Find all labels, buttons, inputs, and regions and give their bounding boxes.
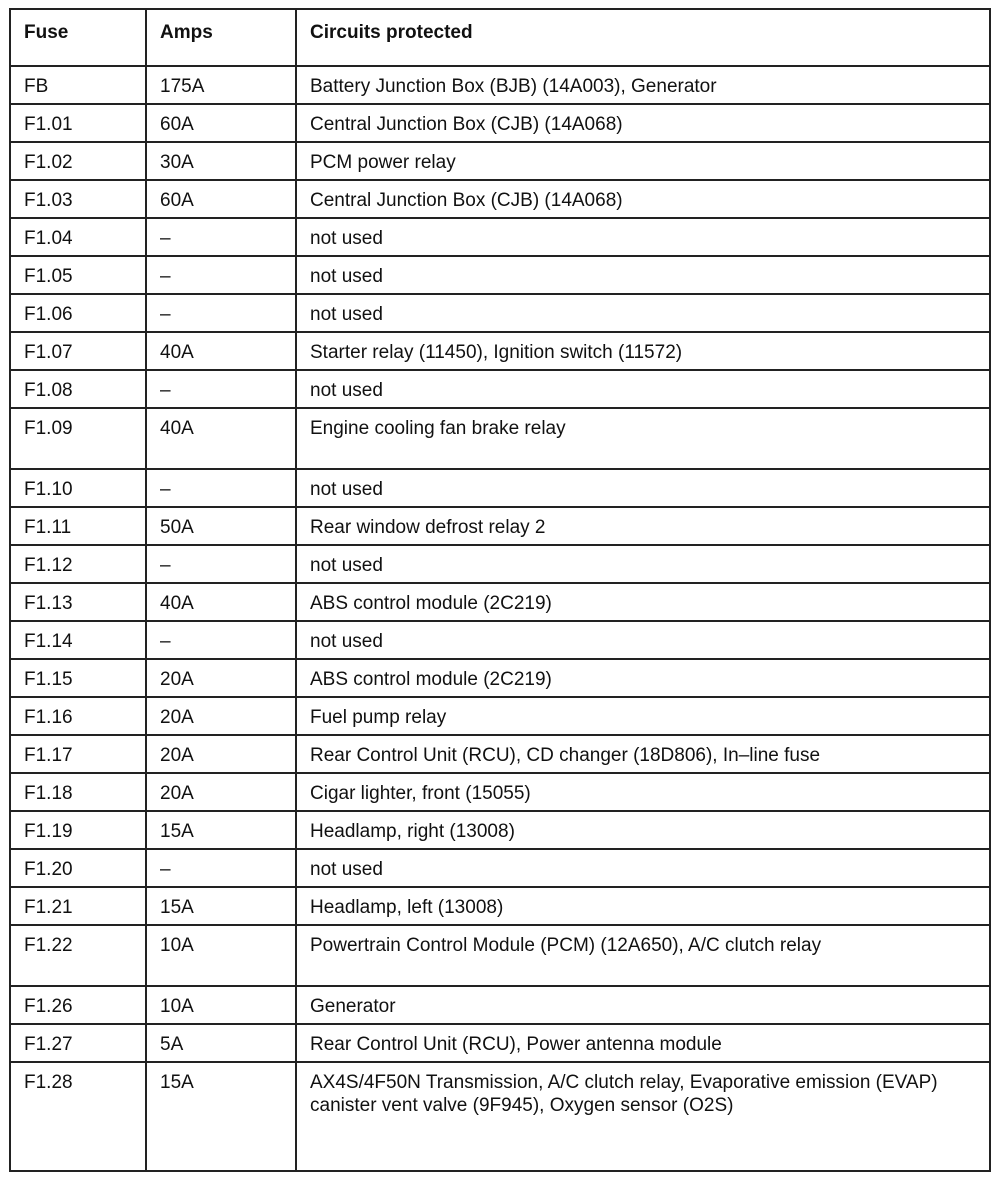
fuse-cell: F1.16 — [10, 697, 146, 735]
circuits-cell: AX4S/4F50N Transmission, A/C clutch relay, Evaporative emission (EVAP) canister vent valve (9F945), Oxygen sensor (O2S) — [296, 1062, 990, 1171]
circuits-cell: Cigar lighter, front (15055) — [296, 773, 990, 811]
circuits-cell: Fuel pump relay — [296, 697, 990, 735]
circuits-cell: Rear Control Unit (RCU), CD changer (18D806), In–line fuse — [296, 735, 990, 773]
fuse-cell: F1.06 — [10, 294, 146, 332]
amps-cell: – — [146, 370, 296, 408]
circuits-cell: not used — [296, 256, 990, 294]
amps-cell: 20A — [146, 659, 296, 697]
fuse-cell: F1.21 — [10, 887, 146, 925]
amps-cell: 20A — [146, 697, 296, 735]
circuits-cell: Central Junction Box (CJB) (14A068) — [296, 104, 990, 142]
amps-cell: 10A — [146, 986, 296, 1024]
circuits-cell: Starter relay (11450), Ignition switch (11572) — [296, 332, 990, 370]
amps-cell: 50A — [146, 507, 296, 545]
header-amps: Amps — [146, 9, 296, 66]
fuse-cell: F1.09 — [10, 408, 146, 469]
table-row — [10, 583, 990, 621]
table-row — [10, 370, 990, 408]
table-row — [10, 735, 990, 773]
fuse-cell: F1.14 — [10, 621, 146, 659]
fuse-cell: F1.08 — [10, 370, 146, 408]
table-row — [10, 659, 990, 697]
fuse-cell: F1.02 — [10, 142, 146, 180]
circuits-cell: not used — [296, 469, 990, 507]
circuits-cell: Headlamp, right (13008) — [296, 811, 990, 849]
amps-cell: 60A — [146, 104, 296, 142]
amps-cell: 20A — [146, 773, 296, 811]
fuse-cell: F1.28 — [10, 1062, 146, 1171]
fuse-cell: F1.01 — [10, 104, 146, 142]
fuse-cell: F1.05 — [10, 256, 146, 294]
circuits-cell: not used — [296, 621, 990, 659]
header-fuse: Fuse — [10, 9, 146, 66]
circuits-cell: Central Junction Box (CJB) (14A068) — [296, 180, 990, 218]
fuse-cell: FB — [10, 66, 146, 104]
fuse-cell: F1.15 — [10, 659, 146, 697]
fuse-cell: F1.03 — [10, 180, 146, 218]
table-row — [10, 180, 990, 218]
table-row — [10, 469, 990, 507]
circuits-cell: PCM power relay — [296, 142, 990, 180]
amps-cell: – — [146, 469, 296, 507]
amps-cell: 10A — [146, 925, 296, 986]
table-row — [10, 332, 990, 370]
circuits-cell: not used — [296, 849, 990, 887]
circuits-cell: Rear Control Unit (RCU), Power antenna module — [296, 1024, 990, 1062]
table-row — [10, 218, 990, 256]
amps-cell: 60A — [146, 180, 296, 218]
fuse-table — [9, 8, 991, 1172]
amps-cell: 40A — [146, 583, 296, 621]
fuse-cell: F1.18 — [10, 773, 146, 811]
circuits-cell: not used — [296, 370, 990, 408]
table-row — [10, 408, 990, 469]
header-row — [10, 9, 990, 66]
fuse-cell: F1.17 — [10, 735, 146, 773]
table-row — [10, 545, 990, 583]
table-row — [10, 507, 990, 545]
table-row — [10, 773, 990, 811]
table-row — [10, 256, 990, 294]
amps-cell: – — [146, 218, 296, 256]
amps-cell: – — [146, 256, 296, 294]
fuse-cell: F1.26 — [10, 986, 146, 1024]
amps-cell: – — [146, 545, 296, 583]
header-circuits: Circuits protected — [296, 9, 990, 66]
table-row — [10, 849, 990, 887]
amps-cell: 15A — [146, 811, 296, 849]
circuits-cell: Powertrain Control Module (PCM) (12A650), A/C clutch relay — [296, 925, 990, 986]
amps-cell: – — [146, 294, 296, 332]
amps-cell: 5A — [146, 1024, 296, 1062]
table-row — [10, 1062, 990, 1171]
table-row — [10, 621, 990, 659]
fuse-cell: F1.07 — [10, 332, 146, 370]
fuse-cell: F1.13 — [10, 583, 146, 621]
fuse-cell: F1.12 — [10, 545, 146, 583]
table-row — [10, 66, 990, 104]
amps-cell: 175A — [146, 66, 296, 104]
circuits-cell: Engine cooling fan brake relay — [296, 408, 990, 469]
amps-cell: 15A — [146, 887, 296, 925]
circuits-cell: Generator — [296, 986, 990, 1024]
table-row — [10, 811, 990, 849]
fuse-cell: F1.04 — [10, 218, 146, 256]
amps-cell: 40A — [146, 332, 296, 370]
amps-cell: 40A — [146, 408, 296, 469]
table-row — [10, 986, 990, 1024]
table-row — [10, 697, 990, 735]
fuse-cell: F1.20 — [10, 849, 146, 887]
amps-cell: 30A — [146, 142, 296, 180]
circuits-cell: Rear window defrost relay 2 — [296, 507, 990, 545]
fuse-cell: F1.11 — [10, 507, 146, 545]
circuits-cell: not used — [296, 545, 990, 583]
circuits-cell: not used — [296, 218, 990, 256]
amps-cell: 20A — [146, 735, 296, 773]
table-row — [10, 142, 990, 180]
fuse-cell: F1.22 — [10, 925, 146, 986]
circuits-cell: Battery Junction Box (BJB) (14A003), Generator — [296, 66, 990, 104]
table-row — [10, 294, 990, 332]
table-row — [10, 887, 990, 925]
fuse-cell: F1.19 — [10, 811, 146, 849]
fuse-cell: F1.10 — [10, 469, 146, 507]
fuse-cell: F1.27 — [10, 1024, 146, 1062]
circuits-cell: not used — [296, 294, 990, 332]
circuits-cell: Headlamp, left (13008) — [296, 887, 990, 925]
circuits-cell: ABS control module (2C219) — [296, 659, 990, 697]
table-row — [10, 104, 990, 142]
amps-cell: 15A — [146, 1062, 296, 1171]
amps-cell: – — [146, 849, 296, 887]
table-row — [10, 925, 990, 986]
table-row — [10, 1024, 990, 1062]
circuits-cell: ABS control module (2C219) — [296, 583, 990, 621]
amps-cell: – — [146, 621, 296, 659]
